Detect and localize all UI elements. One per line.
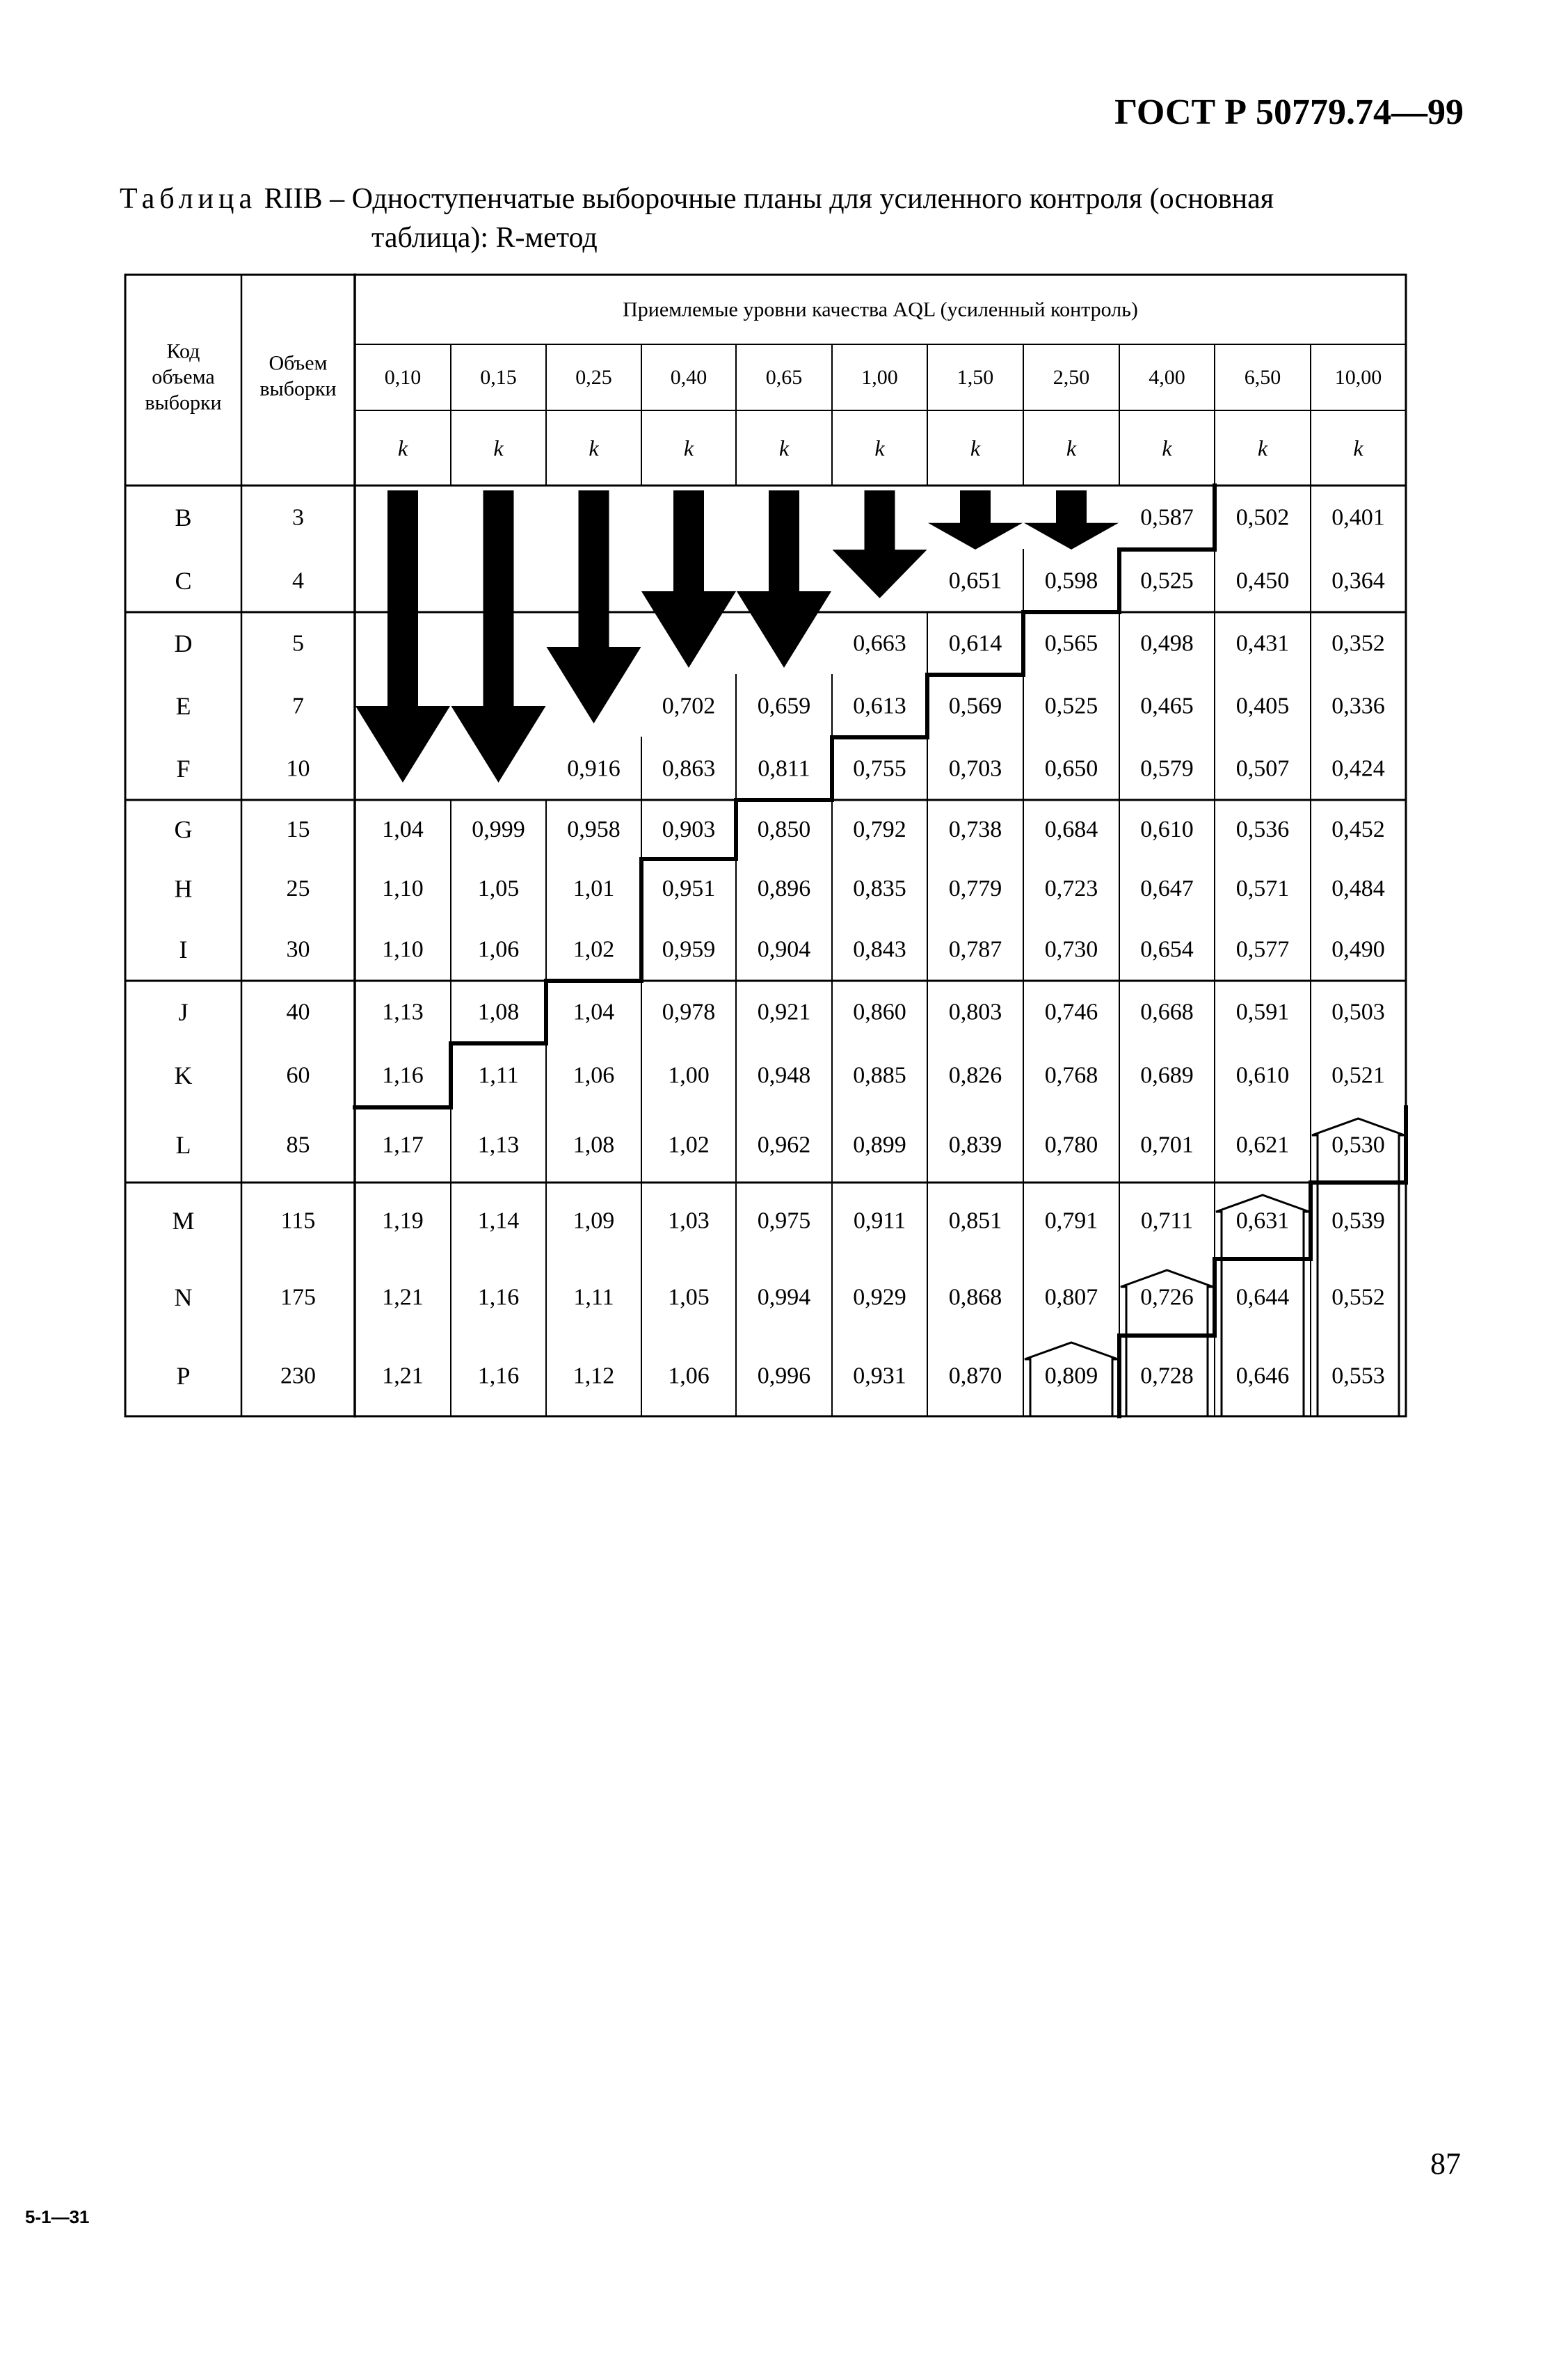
row-code: G (174, 815, 193, 844)
aql-level: 4,00 (1149, 366, 1185, 389)
k-value: 0,525 (1044, 693, 1098, 719)
k-symbol: k (778, 435, 790, 460)
k-value: 0,498 (1140, 630, 1194, 657)
k-value: 0,490 (1331, 936, 1385, 963)
k-value: 0,621 (1235, 1132, 1290, 1158)
k-value: 0,948 (757, 1062, 811, 1089)
k-value: 0,484 (1331, 876, 1385, 901)
k-value: 0,591 (1235, 999, 1290, 1025)
document-standard-code: ГОСТ Р 50779.74—99 (1114, 93, 1464, 132)
k-value: 0,921 (757, 999, 811, 1025)
aql-level: 0,25 (575, 366, 612, 389)
footer-mark: 5-1—31 (25, 2206, 90, 2227)
k-value: 1,16 (477, 1284, 520, 1311)
row-code: C (175, 567, 192, 595)
k-value: 0,787 (948, 936, 1002, 963)
k-value: 0,978 (662, 999, 716, 1025)
k-value: 0,911 (853, 1208, 906, 1234)
k-value: 0,860 (853, 999, 906, 1025)
k-value: 0,405 (1235, 693, 1290, 719)
k-symbol: k (1162, 435, 1172, 460)
aql-level: 1,50 (957, 366, 994, 389)
page-number: 87 (1430, 2147, 1461, 2181)
k-value: 0,843 (853, 936, 906, 963)
k-value: 0,613 (853, 693, 906, 719)
k-value: 1,06 (668, 1363, 710, 1389)
k-symbol: k (683, 435, 694, 460)
k-value: 0,654 (1140, 936, 1194, 963)
aql-level: 2,50 (1053, 366, 1090, 389)
k-value: 0,803 (948, 999, 1002, 1025)
k-value: 0,598 (1044, 568, 1098, 594)
row-code: P (176, 1362, 191, 1390)
k-value: 1,05 (477, 876, 520, 901)
row-code: N (174, 1283, 193, 1311)
k-value: 0,659 (757, 693, 811, 719)
k-value: 0,996 (757, 1363, 811, 1389)
k-value: 0,565 (1044, 630, 1098, 657)
size-header-text: Объем (269, 351, 328, 375)
row-sample-size: 175 (280, 1284, 316, 1311)
k-symbol: k (970, 435, 981, 460)
k-value: 1,17 (382, 1132, 424, 1158)
k-value: 1,19 (382, 1208, 424, 1234)
k-symbol: k (874, 435, 885, 460)
k-value: 0,579 (1140, 755, 1194, 782)
k-value: 0,999 (472, 817, 525, 842)
k-symbol: k (1066, 435, 1077, 460)
k-value: 0,336 (1331, 693, 1385, 719)
k-value: 1,03 (668, 1208, 710, 1234)
row-code: F (176, 755, 191, 783)
k-value: 0,631 (1235, 1208, 1290, 1234)
size-header-text: выборки (259, 377, 337, 401)
down-arrow (1024, 490, 1119, 550)
k-value: 0,863 (662, 755, 716, 782)
k-value: 0,951 (662, 876, 716, 901)
k-value: 0,839 (948, 1132, 1002, 1158)
k-value: 0,726 (1140, 1284, 1194, 1311)
table-grid (125, 275, 1406, 1416)
row-code: E (175, 692, 191, 720)
row-code: L (175, 1131, 191, 1159)
k-value: 0,507 (1235, 755, 1290, 782)
aql-level: 0,40 (670, 366, 707, 389)
k-value: 1,21 (382, 1284, 424, 1311)
down-arrow (928, 490, 1023, 550)
k-value: 0,521 (1331, 1062, 1385, 1089)
aql-level: 1,00 (861, 366, 898, 389)
k-value: 0,730 (1044, 936, 1098, 963)
aql-level: 0,65 (765, 366, 803, 389)
k-value: 0,571 (1235, 876, 1290, 901)
row-sample-size: 25 (286, 876, 310, 901)
row-sample-size: 30 (286, 936, 310, 963)
row-sample-size: 7 (292, 693, 304, 719)
k-value: 1,16 (382, 1062, 424, 1089)
k-symbol: k (397, 435, 408, 460)
row-code: B (175, 504, 192, 531)
caption-label: Таблица (120, 183, 257, 215)
row-code: I (179, 936, 188, 963)
k-value: 1,08 (477, 999, 520, 1025)
aql-level: 6,50 (1244, 366, 1281, 389)
k-value: 0,450 (1235, 568, 1290, 594)
k-symbol: k (1257, 435, 1268, 460)
k-value: 0,651 (948, 568, 1002, 594)
k-value: 0,916 (567, 755, 621, 782)
k-value: 0,352 (1331, 630, 1385, 657)
k-value: 0,614 (948, 630, 1002, 657)
k-value: 0,668 (1140, 999, 1194, 1025)
row-code: M (172, 1207, 195, 1235)
k-value: 0,903 (662, 817, 716, 842)
row-code: D (174, 630, 193, 657)
k-symbol: k (1353, 435, 1363, 460)
k-value: 0,663 (853, 630, 906, 657)
k-value: 0,809 (1044, 1363, 1098, 1389)
k-value: 0,850 (757, 817, 811, 842)
row-sample-size: 4 (292, 568, 304, 594)
k-value: 1,14 (477, 1208, 520, 1234)
k-value: 0,723 (1044, 876, 1098, 901)
k-value: 0,569 (948, 693, 1002, 719)
k-value: 1,09 (573, 1208, 615, 1234)
k-value: 0,711 (1140, 1208, 1194, 1234)
k-value: 0,525 (1140, 568, 1194, 594)
k-value: 1,04 (573, 999, 615, 1025)
row-sample-size: 85 (286, 1132, 310, 1158)
k-value: 0,755 (853, 755, 906, 782)
k-value: 0,536 (1235, 817, 1290, 842)
k-value: 0,702 (662, 693, 716, 719)
k-value: 0,885 (853, 1062, 906, 1089)
k-value: 1,13 (477, 1132, 520, 1158)
k-value: 1,12 (573, 1363, 615, 1389)
row-sample-size: 15 (286, 817, 310, 842)
k-value: 0,644 (1235, 1284, 1290, 1311)
k-value: 0,929 (853, 1284, 906, 1311)
k-value: 0,728 (1140, 1363, 1194, 1389)
k-value: 0,779 (948, 876, 1002, 901)
k-value: 0,577 (1235, 936, 1290, 963)
k-value: 1,10 (382, 936, 424, 963)
k-value: 0,975 (757, 1208, 811, 1234)
code-header-text: объема (152, 365, 215, 389)
k-value: 1,01 (573, 876, 615, 901)
k-value: 1,02 (573, 936, 615, 963)
caption-line-2: таблица): R-метод (371, 222, 598, 254)
k-value: 0,768 (1044, 1062, 1098, 1089)
row-sample-size: 3 (292, 504, 304, 531)
k-value: 0,684 (1044, 817, 1098, 842)
k-value: 0,994 (757, 1284, 811, 1311)
row-sample-size: 230 (280, 1363, 316, 1389)
k-value: 0,502 (1235, 504, 1290, 531)
k-value: 0,780 (1044, 1132, 1098, 1158)
k-value: 0,904 (757, 936, 811, 963)
k-value: 0,701 (1140, 1132, 1194, 1158)
row-code: H (174, 874, 193, 903)
k-value: 1,11 (478, 1062, 519, 1089)
k-value: 0,931 (853, 1363, 906, 1389)
row-sample-size: 115 (280, 1208, 316, 1234)
k-value: 0,553 (1331, 1363, 1385, 1389)
k-value: 0,746 (1044, 999, 1098, 1025)
down-arrow (737, 490, 831, 668)
k-value: 0,689 (1140, 1062, 1194, 1089)
k-value: 1,06 (573, 1062, 615, 1089)
k-value: 1,21 (382, 1363, 424, 1389)
k-value: 0,401 (1331, 504, 1385, 531)
aql-level: 0,15 (480, 366, 517, 389)
k-value: 0,539 (1331, 1208, 1385, 1234)
k-value: 0,958 (567, 817, 621, 842)
k-symbol: k (589, 435, 599, 460)
k-value: 1,06 (477, 936, 520, 963)
k-value: 0,552 (1331, 1284, 1385, 1311)
k-value: 0,530 (1331, 1132, 1385, 1158)
aql-header: Приемлемые уровни качества AQL (усиленный контроль) (623, 298, 1138, 321)
k-value: 1,05 (668, 1284, 710, 1311)
k-value: 0,610 (1235, 1062, 1290, 1089)
k-value: 0,899 (853, 1132, 906, 1158)
k-value: 0,431 (1235, 630, 1290, 657)
k-value: 0,959 (662, 936, 716, 963)
k-value: 0,503 (1331, 999, 1385, 1025)
k-symbol: k (493, 435, 504, 460)
aql-level: 10,00 (1334, 366, 1382, 389)
caption-line-1: RIIB – Одноступенчатые выборочные планы для усиленного контроля (основная (257, 183, 1274, 215)
k-value: 0,703 (948, 755, 1002, 782)
k-value: 0,792 (853, 817, 906, 842)
k-value: 0,646 (1235, 1363, 1290, 1389)
k-value: 0,851 (948, 1208, 1002, 1234)
down-arrow (547, 490, 641, 723)
aql-level: 0,10 (384, 366, 422, 389)
k-value: 0,826 (948, 1062, 1002, 1089)
row-code: J (178, 998, 189, 1026)
k-value: 1,00 (668, 1062, 710, 1089)
row-code: K (174, 1061, 193, 1089)
k-value: 0,870 (948, 1363, 1002, 1389)
k-value: 0,962 (757, 1132, 811, 1158)
row-sample-size: 5 (292, 630, 304, 657)
k-value: 0,610 (1140, 817, 1194, 842)
down-arrow (833, 490, 927, 598)
row-sample-size: 40 (286, 999, 310, 1025)
k-value: 0,807 (1044, 1284, 1098, 1311)
k-value: 1,04 (382, 817, 424, 842)
k-value: 0,587 (1140, 504, 1194, 531)
k-value: 0,650 (1044, 755, 1098, 782)
down-arrow (355, 490, 450, 783)
k-value: 0,896 (757, 876, 811, 901)
k-value: 0,647 (1140, 876, 1194, 901)
row-sample-size: 60 (286, 1062, 310, 1089)
down-arrow (641, 490, 736, 668)
code-header-text: Код (166, 339, 200, 363)
k-value: 1,08 (573, 1132, 615, 1158)
k-value: 1,02 (668, 1132, 710, 1158)
table-text (145, 298, 1384, 1391)
row-sample-size: 10 (286, 755, 310, 782)
k-value: 0,465 (1140, 693, 1194, 719)
down-arrow (451, 490, 546, 783)
k-value: 0,738 (948, 817, 1002, 842)
k-value: 1,11 (573, 1284, 614, 1311)
k-value: 1,16 (477, 1363, 520, 1389)
code-header-text: выборки (145, 391, 222, 415)
k-value: 1,13 (382, 999, 424, 1025)
k-value: 0,364 (1331, 568, 1385, 594)
k-value: 0,424 (1331, 755, 1385, 782)
k-value: 0,868 (948, 1284, 1002, 1311)
k-value: 0,452 (1331, 817, 1385, 842)
k-value: 1,10 (382, 876, 424, 901)
k-value: 0,791 (1044, 1208, 1098, 1234)
k-value: 0,835 (853, 876, 906, 901)
k-value: 0,811 (758, 755, 810, 782)
